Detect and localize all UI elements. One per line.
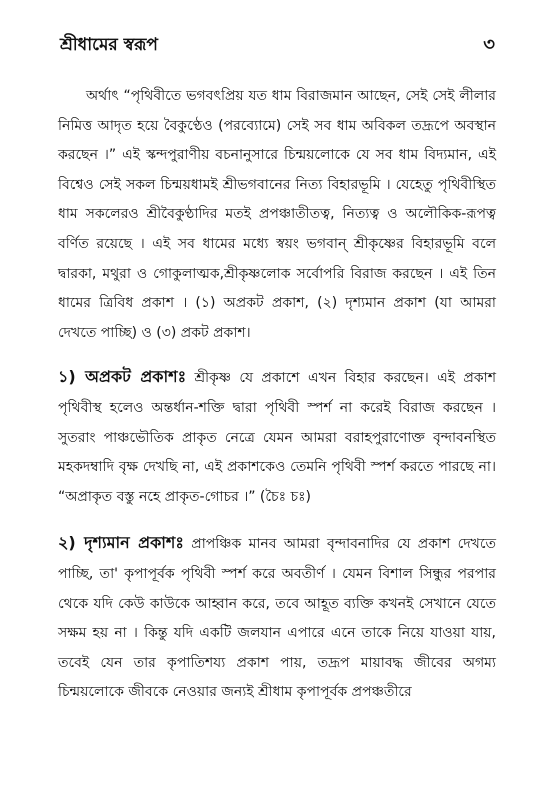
running-title: শ্রীধামের স্বরূপ (60, 35, 158, 55)
section-paragraph (58, 528, 496, 708)
intro-paragraph: অর্থাৎ “পৃথিবীতে ভগবৎপ্রিয় যত ধাম বিরাজমান আছেন, সেই সেই লীলার নিমিত্ত আদৃত হয়ে বৈকুণ্ঠেও (পরব্যোমে) সেই সব ধাম অবিকল তদ্রূপে অবস্থান করছেন ।” এই স্কন্দপুরাণীয় বচনানুসারে চিন্ময়লোকে যে সব ধাম বিদ্যমান, এই বিশ্বেও সেই সকল চিন্ময়ধামই শ্রীভগবানের নিত্য বিহারভূমি । যেহেতু পৃথিবীস্থিত ধাম সকলেরও শ্রীবৈকুণ্ঠাদির মতই প্রপঞ্চাতীতত্ব, নিত্যত্ব ও অলৌকিক-রূপত্ব বর্ণিত রয়েছে । এই সব ধামের মধ্যে স্বয়ং ভগবান্ শ্রীকৃষ্ণের বিহারভূমি বলে দ্বারকা, মথুরা ও গোকুলাত্মক,শ্রীকৃষ্ণলোক সর্বোপরি বিরাজ করছেন । এই তিন ধামের ত্রিবিধ প্রকাশ । (১) অপ্রকট প্রকাশ, (২) দৃশ্যমান প্রকাশ (যা আমরা দেখতে পাচ্ছি) ও (৩) প্রকট প্রকাশ। (58, 88, 496, 341)
page-number: ৩ (483, 34, 495, 55)
section-drishyaman-prakash (58, 528, 496, 708)
section-text: শ্রীকৃষ্ণ যে প্রকাশে এখন বিহার করছেন। এই প্রকাশ পৃথিবীস্থ হলেও অন্তর্ধান-শক্তি দ্বারা পৃথিবী স্পর্শ না করেই বিরাজ করছেন । সুতরাং পাঞ্চভৌতিক প্রাকৃত নেত্রে যেমন আমরা বরাহপুরাণোক্ত বৃন্দাবনস্থিত মহকদম্বাদি বৃক্ষ দেখছি না, এই প্রকাশকেও তেমনি পৃথিবী স্পর্শ করতে পারছে না। “অপ্রাকৃত বস্তু নহে প্রাকৃত-গোচর ।” (চৈঃ চঃ) (58, 370, 496, 505)
section-paragraph (58, 362, 496, 512)
section-heading: ২) দৃশ্যমান প্রকাশঃ (58, 533, 184, 553)
section-aprakata-prakash (58, 362, 496, 512)
section-heading: ১) অপ্রকট প্রকাশঃ (58, 367, 187, 387)
page-body (58, 82, 496, 708)
section-text: প্রাপঞ্চিক মানব আমরা বৃন্দাবনাদির যে প্রকাশ দেখতে পাচ্ছি, তা' কৃপাপূর্বক পৃথিবী স্পর্শ করে অবতীর্ণ । যেমন বিশাল সিন্ধুর পরপার থেকে যদি কেউ কাউকে আহ্বান করে, তবে আহূত ব্যক্তি কখনই সেখানে যেতে সক্ষম হয় না । কিন্তু যদি একটি জলযান এপারে এনে তাকে নিয়ে যাওয়া যায়, তবেই যেন তার কৃপাতিশয্য প্রকাশ পায়, তদ্রূপ মায়াবদ্ধ জীবের অগম্য চিন্ময়লোকে জীবকে নেওয়ার জন্যই শ্রীধাম কৃপাপূর্বক প্রপঞ্চতীরে (58, 536, 497, 701)
page-header (60, 30, 495, 60)
